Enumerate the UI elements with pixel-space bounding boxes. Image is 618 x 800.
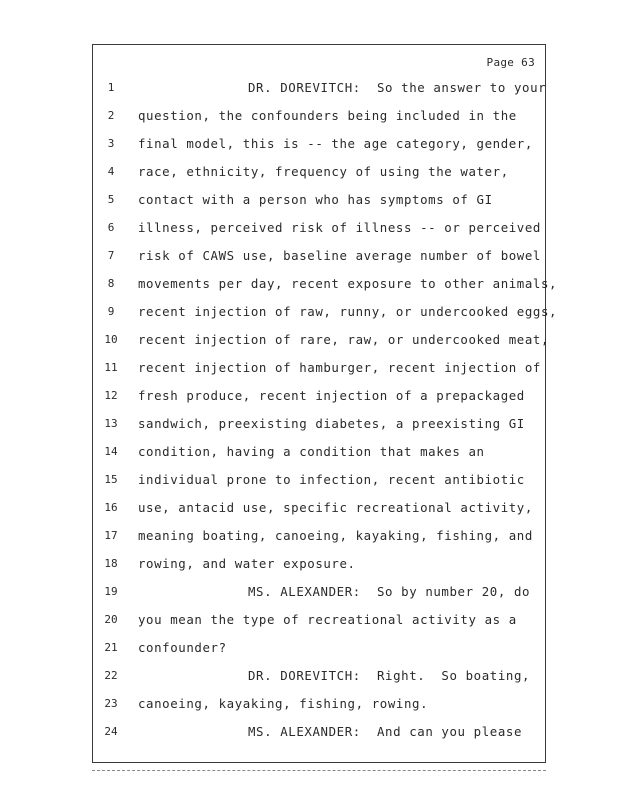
transcript-line xyxy=(93,162,545,182)
transcript-line xyxy=(93,470,545,490)
transcript-line xyxy=(93,302,558,322)
line-number: 14 xyxy=(104,445,118,458)
line-number: 24 xyxy=(104,725,118,738)
line-number: 3 xyxy=(107,137,115,150)
line-number: 9 xyxy=(107,305,115,318)
line-text: you mean the type of recreational activity as a xyxy=(138,612,517,627)
line-number: 11 xyxy=(104,361,118,374)
transcript-line xyxy=(93,442,545,462)
line-number: 17 xyxy=(104,529,118,542)
line-text: use, antacid use, specific recreational activity, xyxy=(138,500,533,515)
transcript-line xyxy=(93,498,545,518)
transcript-line xyxy=(93,610,545,630)
line-text: canoeing, kayaking, fishing, rowing. xyxy=(138,696,429,711)
line-number: 4 xyxy=(107,165,115,178)
transcript-line xyxy=(93,106,545,126)
transcript-line xyxy=(93,246,545,266)
line-text: final model, this is -- the age category, gender, xyxy=(138,136,533,151)
transcript-line xyxy=(93,526,545,546)
line-text: confounder? xyxy=(138,640,227,655)
line-text: movements per day, recent exposure to other animals, xyxy=(138,276,558,291)
line-text: meaning boating, canoeing, kayaking, fishing, and xyxy=(138,528,533,543)
transcript-line xyxy=(93,358,545,378)
transcript-line xyxy=(93,554,545,574)
line-text: race, ethnicity, frequency of using the water, xyxy=(138,164,509,179)
line-text: fresh produce, recent injection of a prepackaged xyxy=(138,388,525,403)
line-text: recent injection of hamburger, recent injection of xyxy=(138,360,541,375)
line-number: 1 xyxy=(107,81,115,94)
transcript-line xyxy=(93,218,545,238)
transcript-line xyxy=(93,638,545,658)
line-text: sandwich, preexisting diabetes, a preexisting GI xyxy=(138,416,525,431)
line-number: 6 xyxy=(107,221,115,234)
line-text: condition, having a condition that makes an xyxy=(138,444,485,459)
line-number: 2 xyxy=(107,109,115,122)
line-number: 8 xyxy=(107,277,115,290)
line-number: 21 xyxy=(104,641,118,654)
line-number: 15 xyxy=(104,473,118,486)
line-text: recent injection of rare, raw, or undercooked meat, xyxy=(138,332,550,347)
line-text: rowing, and water exposure. xyxy=(138,556,356,571)
transcript-line xyxy=(93,722,545,742)
transcript-line xyxy=(93,330,550,350)
page-bottom-rule xyxy=(92,766,546,771)
line-text: risk of CAWS use, baseline average number of bowel xyxy=(138,248,541,263)
line-number: 16 xyxy=(104,501,118,514)
line-number: 5 xyxy=(107,193,115,206)
transcript-line xyxy=(93,666,545,686)
transcript-line xyxy=(93,694,545,714)
transcript-line xyxy=(93,582,545,602)
line-number: 12 xyxy=(104,389,118,402)
transcript-line xyxy=(93,134,545,154)
page-number: Page 63 xyxy=(486,56,535,69)
transcript-page xyxy=(92,44,558,763)
line-text: MS. ALEXANDER: And can you please xyxy=(248,724,523,739)
line-number: 10 xyxy=(104,333,118,346)
line-number: 23 xyxy=(104,697,118,710)
transcript-line xyxy=(93,274,558,294)
line-number: 20 xyxy=(104,613,118,626)
line-text: illness, perceived risk of illness -- or perceived xyxy=(138,220,541,235)
transcript-line xyxy=(93,386,545,406)
line-number: 7 xyxy=(107,249,115,262)
line-text: MS. ALEXANDER: So by number 20, do xyxy=(248,584,531,599)
transcript-line xyxy=(93,190,545,210)
line-number: 19 xyxy=(104,585,118,598)
line-text: question, the confounders being included in the xyxy=(138,108,517,123)
transcript-line xyxy=(93,414,545,434)
line-text: individual prone to infection, recent antibiotic xyxy=(138,472,525,487)
line-number: 18 xyxy=(104,557,118,570)
line-number: 13 xyxy=(104,417,118,430)
line-text: contact with a person who has symptoms of GI xyxy=(138,192,493,207)
transcript-line xyxy=(93,78,545,98)
line-text: DR. DOREVITCH: So the answer to your xyxy=(248,80,547,95)
line-number: 22 xyxy=(104,669,118,682)
line-text: DR. DOREVITCH: Right. So boating, xyxy=(248,668,531,683)
line-text: recent injection of raw, runny, or undercooked eggs, xyxy=(138,304,558,319)
